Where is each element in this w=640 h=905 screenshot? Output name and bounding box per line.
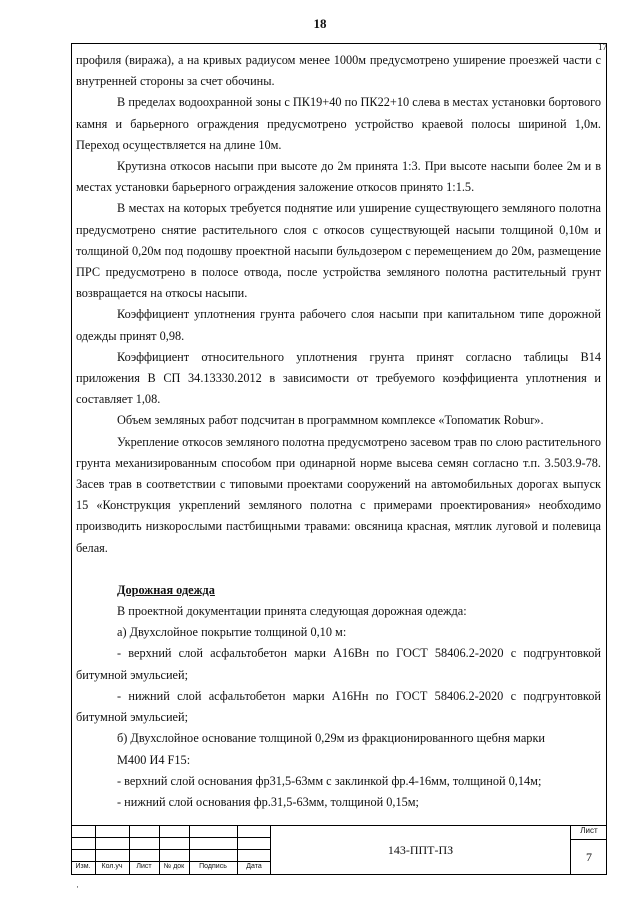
paragraph: Крутизна откосов насыпи при высоте до 2м принята 1:3. При высоте насыпи более 2м и в местах установки барьерного ограждения заложение откосов принято 1:1.5.	[76, 159, 601, 195]
title-block	[71, 825, 607, 875]
paragraph: В пределах водоохранной зоны с ПК19+40 по ПК22+10 слева в местах установки бортового камня и барьерного ограждения предусмотрено устройство краевой полосы шириной 1,0м. Переход осуществляется на длине 10м.	[76, 95, 601, 152]
paragraph: Укрепление откосов земляного полотна предусмотрено засевом трав по слою растительного грунта механизированным способом при одинарной норме высева семян согласно т.п. 3.503.9-78. Засев трав в соответствии с типовыми проектами сооружений на автомобильных дорогах выпуск 15 «Конструкция укреплений земляного полотна с примерами проектирования» необходимо производить низкорослыми пастбищными травами: овсяница красная, мятлик луговой и полевица белая.	[76, 434, 601, 555]
sheet-number: 7	[586, 850, 592, 864]
corner-mark: 17	[598, 42, 607, 52]
sheet-label: Лист	[571, 826, 607, 840]
label-list: Лист	[136, 863, 152, 870]
section-line: В проектной документации принята следующая дорожная одежда:	[117, 604, 467, 619]
label-izm: Изм.	[75, 863, 91, 870]
spacer	[76, 559, 601, 580]
grid-line	[71, 849, 271, 850]
section-heading: Дорожная одежда	[117, 582, 215, 597]
paragraph: В местах на которых требуется поднятие или уширение существующего земляного полотна предусмотрено снятие растительного слоя с откосов существующей насыпи толщиной 0,10м и толщиной 0,20м под подошву проектной насыпи бульдозером с перемещением до 20м, размещение ПРС предусмотрено в полосе отвода, после устройства земляного полотна растительный грунт возвращается на откосы насыпи.	[76, 201, 601, 301]
revision-grid	[71, 826, 271, 875]
section-line: М400 И4 F15:	[117, 752, 191, 767]
section-line: - нижний слой асфальтобетон марки А16Нн по ГОСТ 58406.2-2020 с подгрунтовкой битумной эмульсией;	[76, 688, 601, 725]
section-line: - нижний слой основания фр.31,5-63мм, толщиной 0,15м;	[117, 794, 419, 809]
section-line: а) Двухслойное покрытие толщиной 0,10 м:	[117, 625, 347, 640]
label-signature: Подпись	[199, 863, 227, 870]
grid-line	[71, 837, 271, 838]
paragraph: Коэффициент уплотнения грунта рабочего слоя насыпи при капитальном типе дорожной одежды принят 0,98.	[76, 307, 601, 343]
label-doc-number: № док	[163, 863, 185, 870]
body-text	[76, 50, 601, 813]
section-line: б) Двухслойное основание толщиной 0,29м из фракционированного щебня марки	[117, 731, 546, 746]
label-kol-uch: Кол.уч	[101, 863, 123, 870]
paragraph: Коэффициент относительного уплотнения грунта принят согласно таблицы В14 приложения В СП 34.13330.2012 в зависимости от требуемого коэффициента уплотнения и составляет 1,08.	[76, 349, 601, 407]
grid-line	[71, 861, 271, 862]
paragraph: профиля (виража), а на кривых радиусом менее 1000м предусмотрено уширение проезжей части с внутренней стороны за счет обочины.	[76, 53, 601, 89]
bottom-mark: ·	[76, 882, 79, 892]
paragraph: Объем земляных работ подсчитан в программном комплексе «Топоматик Robur».	[117, 413, 544, 428]
label-date: Дата	[246, 863, 262, 870]
document-code: 143-ППТ-ПЗ	[271, 826, 571, 875]
section-line: - верхний слой асфальтобетон марки А16Вн по ГОСТ 58406.2-2020 с подгрунтовкой битумной эмульсией;	[76, 646, 601, 682]
page-number: 18	[313, 16, 327, 31]
section-line: - верхний слой основания фр31,5-63мм с заклинкой фр.4-16мм, толщиной 0,14м;	[117, 773, 542, 788]
